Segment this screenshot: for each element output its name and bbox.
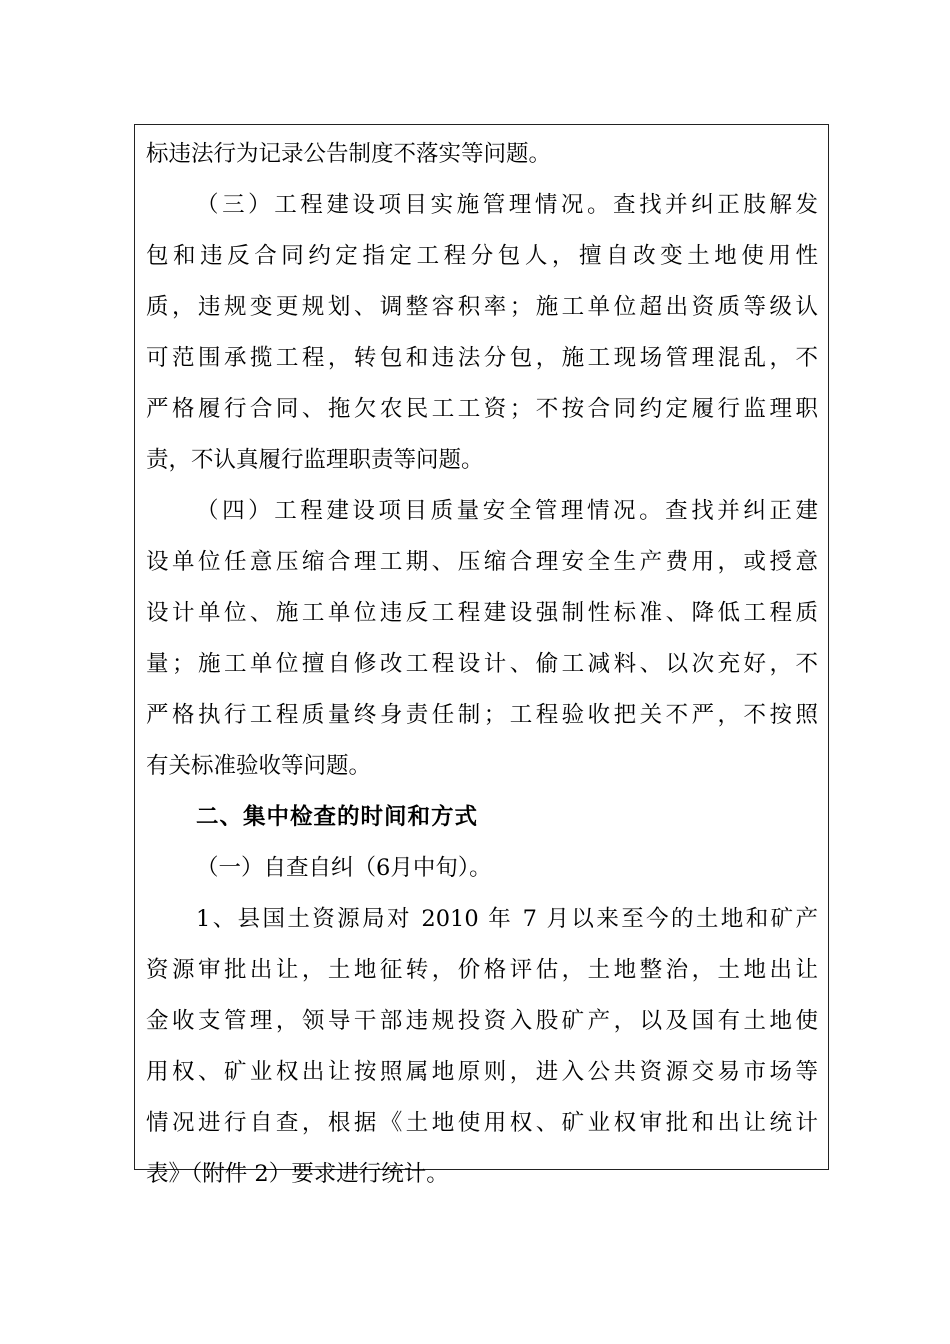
text-line: 严格执行工程质量终身责任制；工程验收把关不严，不按照 [146,702,818,728]
text-line: 包和违反合同约定指定工程分包人，擅自改变土地使用性 [146,243,818,269]
text-line: 设单位任意压缩合理工期、压缩合理安全生产费用，或授意 [146,549,818,575]
text-line: 资源审批出让，土地征转，价格评估，土地整治，土地出让 [146,957,818,983]
text-line: 表》（附件 2）要求进行统计。 [146,1161,449,1187]
section-three-heading-line: （三）工程建设项目实施管理情况。查找并纠正肢解发 [196,192,818,218]
text-line: 情况进行自查，根据《土地使用权、矿业权审批和出让统计 [146,1110,818,1136]
text-line: 量；施工单位擅自修改工程设计、偷工减料、以次充好，不 [146,651,818,677]
section-heading: 二、集中检查的时间和方式 [196,804,479,830]
document-body [146,129,818,1200]
text-line: 设计单位、施工单位违反工程建设强制性标准、降低工程质 [146,600,818,626]
text-line: 质，违规变更规划、调整容积率；施工单位超出资质等级认 [146,294,818,320]
section-four-heading-line: （四）工程建设项目质量安全管理情况。查找并纠正建 [196,498,818,524]
item-one-line: 1、县国土资源局对 2010 年 7 月以来至今的土地和矿产 [196,906,818,932]
subsection-heading: （一）自查自纠（6月中旬）。 [196,855,492,881]
text-line: 金收支管理，领导干部违规投资入股矿产，以及国有土地使 [146,1008,818,1034]
text-line: 责，不认真履行监理职责等问题。 [146,447,484,473]
text-line: 标违法行为记录公告制度不落实等问题。 [146,141,552,167]
text-line: 可范围承揽工程，转包和违法分包，施工现场管理混乱，不 [146,345,818,371]
text-line: 有关标准验收等问题。 [146,753,372,779]
document-frame [134,124,829,1187]
text-line: 严格履行合同、拖欠农民工工资；不按合同约定履行监理职 [146,396,818,422]
text-line: 用权、矿业权出让按照属地原则，进入公共资源交易市场等 [146,1059,818,1085]
